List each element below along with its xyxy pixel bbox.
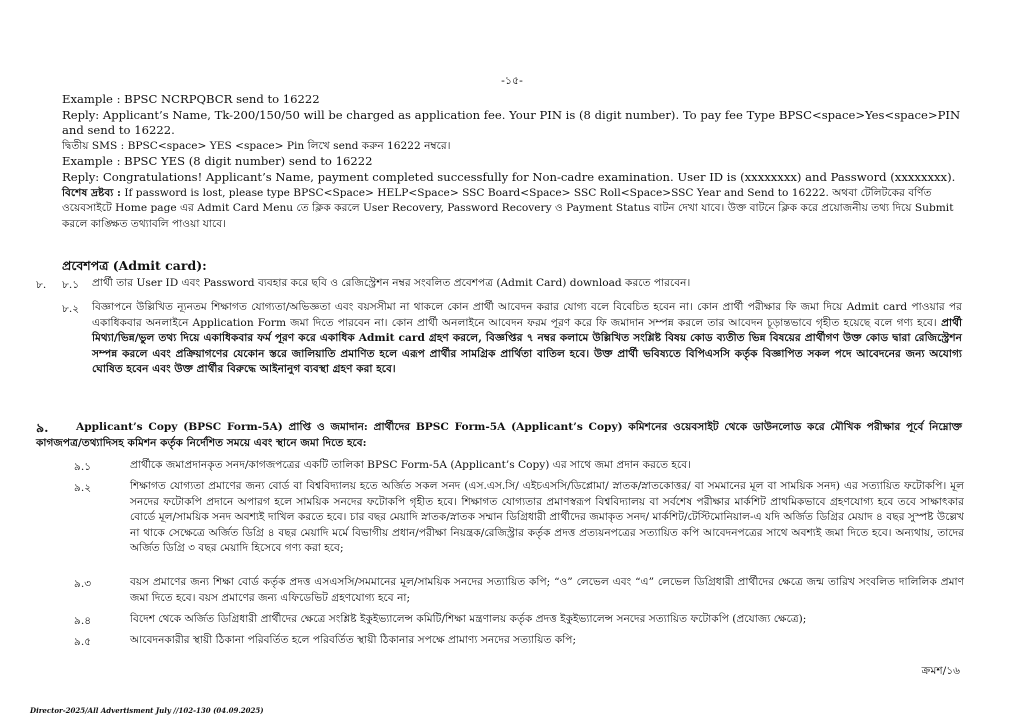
- item-9-2-number: ৯.২: [74, 482, 92, 494]
- second-sms-line: দ্বিতীয় SMS : BPSC<space> YES <space> Pin লিখে send করুন 16222 নম্বরে।: [62, 139, 451, 152]
- item-8-2-text: [92, 300, 962, 378]
- item-8-1-text: প্রার্থী তার User ID এবং Password ব্যবহার করে ছবি ও রেজিস্ট্রেশন নম্বর সংবলিত প্রবেশপত্র (Admit Card) download করতে পারবেন।: [92, 277, 691, 289]
- item-8-2-regular: বিজ্ঞাপনে উল্লিখিত ন্যূনতম শিক্ষাগত যোগ্যতা/অভিজ্ঞতা এবং বয়সসীমা না থাকলে কোন প্রার্থী আবেদন করার যোগ্য বলে বিবেচিত হবেন না। কোন প্রার্থী পরীক্ষার ফি জমা দিয়ে Admit card পাওয়ার পর একাধিকবার অনলাইনে Application Form জমা দিতে পারবেন না। কোন প্রার্থী অনলাইনে আবেদন ফরম পূরণ করে ফি জমাদান সম্পন্ন করলে তার আবেদন চূড়ান্তভাবে গৃহীত হয়েছে বলে গণ্য হবে।: [92, 301, 962, 329]
- special-note-text: If password is lost, please type BPSC<Space> HELP<Space> SSC Board<Space> SSC Roll<Space>SSC Year and Send to 16222. অথবা টেলিটকের বর্ণিত ওয়েবসাইটে Home page এর Admit Card Menu তে ক্লিক করলে User Recovery, Password Recovery ও Payment Status বাটন দেখা যাবে। উক্ত বাটনে ক্লিক করে প্রয়োজনীয় তথ্য দিয়ে Submit করলে কাঙ্ক্ষিত তথ্যাবলি পাওয়া যাবে।: [62, 186, 954, 230]
- item-9-3-text: বয়স প্রমাণের জন্য শিক্ষা বোর্ড কর্তৃক প্রদত্ত এসএসসি/সমমানের মূল/সাময়িক সনদের সত্যায়িত কপি; “ও” লেভেল এবং “এ” লেভেল ডিগ্রিধারী প্রার্থীদের ক্ষেত্রে জন্ম তারিখ সংবলিত দালিলিক প্রমাণ জমা দিতে হবে। বয়স প্রমাণের জন্য এফিডেভিট গ্রহণযোগ্য হবে না;: [130, 576, 964, 604]
- continued-marker: ক্রমশ/১৬: [921, 665, 960, 677]
- item-9-1-number: ৯.১: [74, 461, 92, 473]
- section-9-heading: Applicant’s Copy (BPSC Form-5A) প্রাপ্তি ও জমাদান: প্রার্থীদের BPSC Form-5A (Applicant’s Copy) কমিশনের ওয়েবসাইট থেকে ডাউনলোড করে মৌখিক পরীক্ষার পূর্বে নিম্নোক্ত কাগজপত্র/তথ্যাদিসহ কমিশন কর্তৃক নির্দেশিত সময়ে এবং স্থানে জমা দিতে হবে:: [36, 421, 962, 449]
- item-8-2-bold: প্রার্থী মিথ্যা/ভিন্ন/ভুল তথ্য দিয়ে একাধিকবার ফর্ম পূরণ করে একাধিক Admit card গ্রহণ করলে, বিজ্ঞপ্তির ৭ নম্বর কলামে উল্লিখিত সংশ্লিষ্ট বিষয় কোড ব্যতীত ভিন্ন বিষয়ের প্রার্থীগণ উক্ত কোড দ্বারা রেজিস্ট্রেশন সম্পন্ন করলে এবং প্রক্রিয়াগণের যেকোন স্তরে জালিয়াতি প্রমাণিত হলে এরূপ প্রার্থীর সামগ্রিক প্রার্থিতা বাতিল হবে। উক্ত প্রার্থী ভবিষ্যতে বিপিএসসি কর্তৃক বিজ্ঞাপিত সকল পদে আবেদনের জন্য অযোগ্য ঘোষিত হবেন এবং উক্ত প্রার্থীর বিরুদ্ধে আইনানুগ ব্যবস্থা গ্রহণ করা হবে।: [92, 316, 962, 376]
- item-9-5-text: আবেদনকারীর স্থায়ী ঠিকানা পরিবর্তিত হলে পরিবর্তিত স্থায়ী ঠিকানার সপক্ষে প্রামাণ্য সনদের সত্যায়িত কপি;: [130, 634, 577, 646]
- item-8-2-number: ৮.২: [62, 303, 80, 315]
- footer-reference: Director-2025/All Advertisment July //102-130 (04.09.2025): [30, 706, 264, 715]
- item-8-1-number: ৮.১: [62, 279, 80, 291]
- item-9-4-number: ৯.৪: [74, 615, 92, 627]
- sms-instructions: [62, 92, 962, 232]
- item-9-1-text: প্রার্থীকে জমাপ্রদানকৃত সনদ/কাগজপত্রের একটি তালিকা BPSC Form-5A (Applicant’s Copy) এর সাথে জমা প্রদান করতে হবে।: [130, 459, 691, 471]
- reply-line-1: Reply: Applicant’s Name, Tk-200/150/50 will be charged as application fee. Your PIN is (8 digit number). To pay fee Type BPSC<space>Yes<space>PIN and send to 16222.: [62, 107, 961, 138]
- section-8-number: ৮.: [36, 279, 47, 291]
- reply-line-2: Reply: Congratulations! Applicant’s Name, payment completed successfully for Non-cadre examination. User ID is (xxxxxxxx) and Password (xxxxxxxx).: [62, 169, 956, 184]
- item-9-4-text: বিদেশ থেকে অর্জিত ডিগ্রিধারী প্রার্থীদের ক্ষেত্রে সংশ্লিষ্ট ইকুইভ্যালেন্স কমিটি/শিক্ষা মন্ত্রণালয় কর্তৃক প্রদত্ত ইকুইভ্যালেন্স সনদের সত্যায়িত ফটোকপি (প্রযোজ্য ক্ষেত্রে);: [130, 613, 807, 625]
- special-note: [62, 186, 962, 233]
- item-9-3-number: ৯.৩: [74, 578, 92, 590]
- section-9-number: ৯.: [36, 420, 49, 435]
- admit-card-heading: প্রবেশপত্র (Admit card):: [62, 258, 207, 273]
- page-number: -১৫-: [501, 74, 523, 87]
- example-line-1: Example : BPSC NCRPQBCR send to 16222: [62, 92, 320, 106]
- item-9-5-number: ৯.৫: [74, 636, 92, 648]
- special-note-label: বিশেষ দ্রষ্টব্য :: [62, 186, 121, 199]
- item-9-2-text: শিক্ষাগত যোগ্যতা প্রমাণের জন্য বোর্ড বা বিশ্ববিদ্যালয় হতে অর্জিত সকল সনদ (এস.এস.সি/ এইচএসসি/ডিপ্লোমা/ স্নাতক/স্নাতকোত্তর/ বা সমমানের মূল বা সাময়িক সনদ) এর সত্যায়িত ফটোকপি। মূল সনদের ফটোকপি প্রদানে অপারগ হলে সাময়িক সনদের ফটোকপি গৃহীত হবে। শিক্ষাগত যোগ্যতার প্রমাণস্বরূপ বিশ্ববিদ্যালয় বা সর্বশেষ পরীক্ষার মার্কশিট প্রাথমিকভাবে গ্রহণযোগ্য হবে তবে সাক্ষাৎকার বোর্ডে মূল/সাময়িক সনদ অবশ্যই দাখিল করতে হবে। চার বছর মেয়াদি স্নাতক/স্নাতক সম্মান ডিগ্রিধারী প্রার্থীদের জমাকৃত সনদ/ মার্কশিট/টেস্টিমোনিয়াল-এ যদি অর্জিত ডিগ্রির মেয়াদ ৪ বছর সুস্পষ্ট উল্লেখ না থাকে সেক্ষেত্রে অর্জিত ডিগ্রি ৪ বছর মেয়াদি মর্মে বিভাগীয় প্রধান/পরীক্ষা নিয়ন্ত্রক/রেজিস্ট্রার কর্তৃক প্রদত্ত প্রত্যয়নপত্রের সত্যায়িত কপি আবেদনপত্রের সাথে অবশ্যই জমা দিতে হবে। অন্যথায়, তাদের অর্জিত ডিগ্রি ৩ বছর মেয়াদি হিসেবে গণ্য করা হবে;: [130, 480, 964, 555]
- example-line-2: Example : BPSC YES (8 digit number) send to 16222: [62, 154, 373, 169]
